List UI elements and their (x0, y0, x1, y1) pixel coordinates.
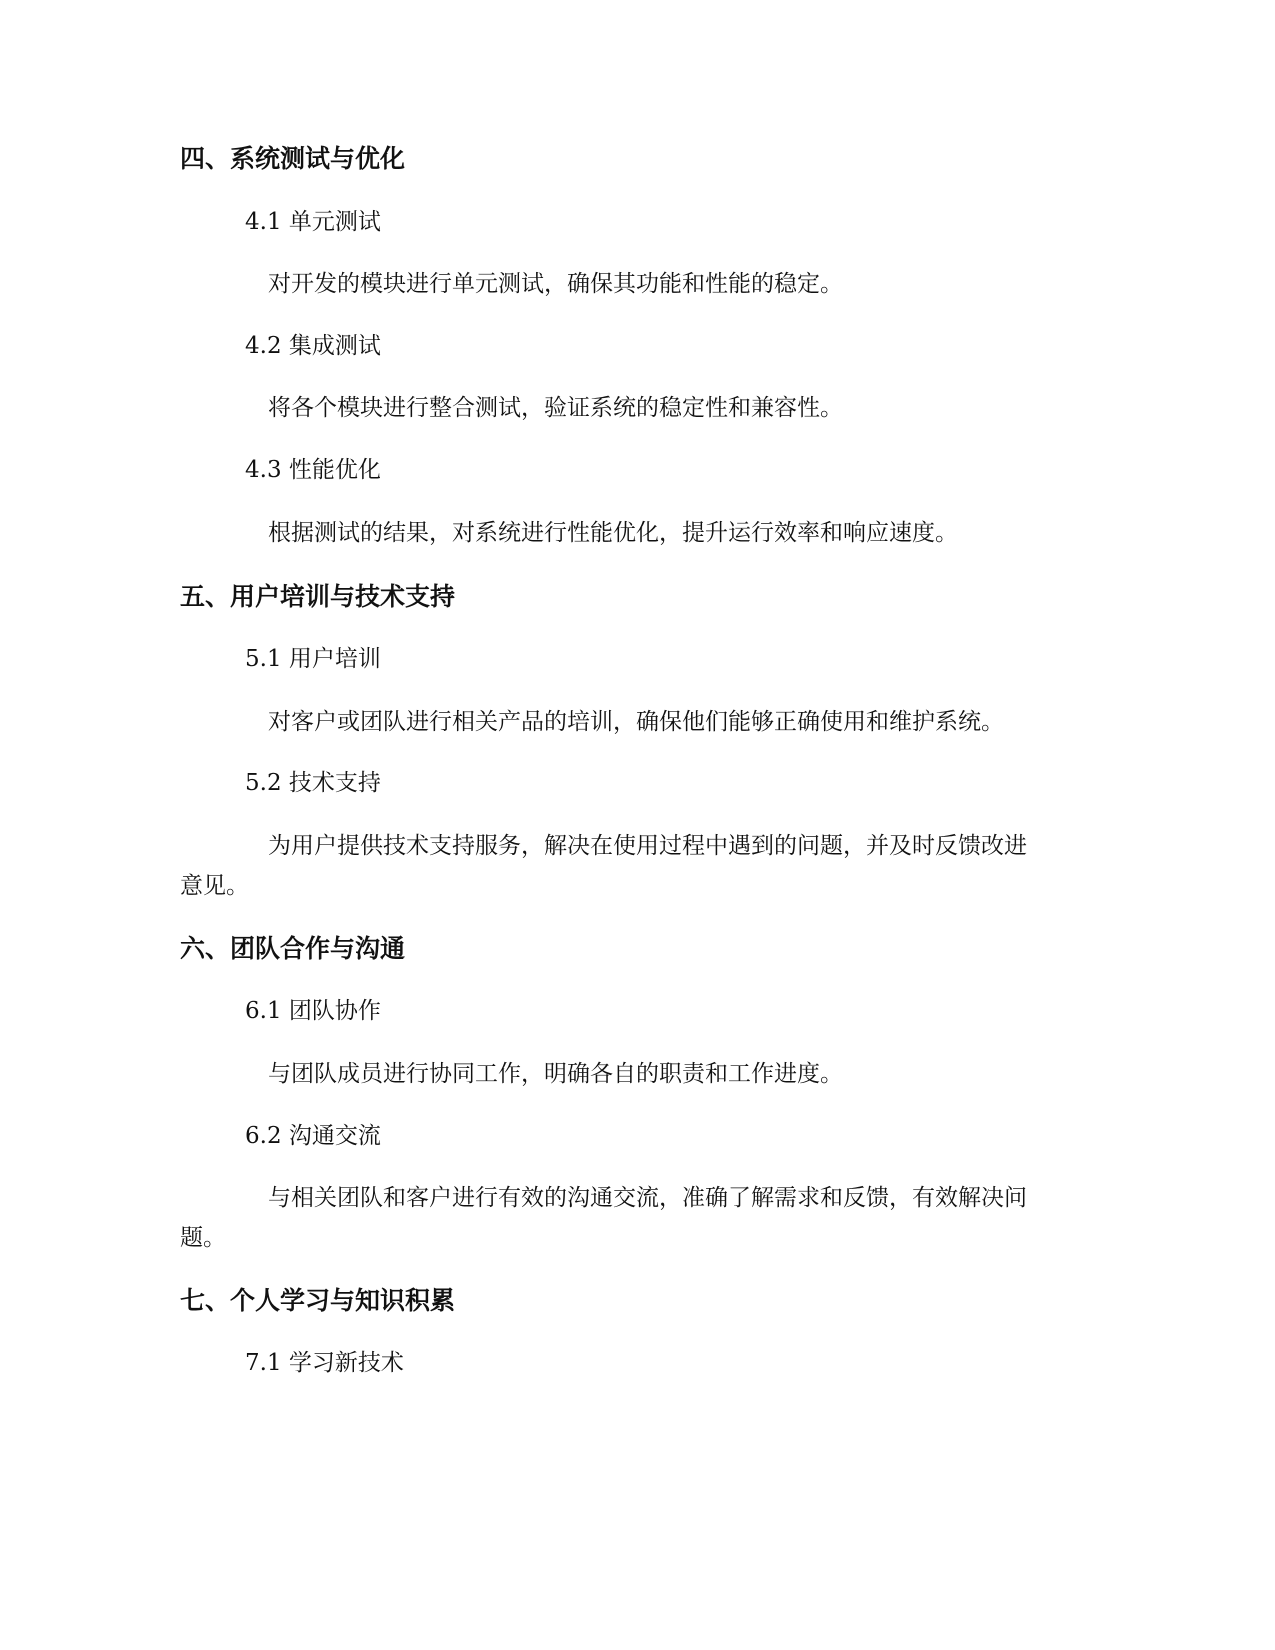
paragraph-4-1: 对开发的模块进行单元测试，确保其功能和性能的稳定。 (268, 271, 843, 297)
section-heading-7: 七、个人学习与知识积累 (180, 1286, 456, 1315)
paragraph-6-1: 与团队成员进行协同工作，明确各自的职责和工作进度。 (268, 1061, 843, 1087)
subheading-4-2: 4.2 集成测试 (245, 333, 381, 359)
subheading-6-1: 6.1 团队协作 (245, 998, 381, 1024)
section-heading-6: 六、团队合作与沟通 (180, 934, 406, 963)
section-heading-5: 五、用户培训与技术支持 (180, 582, 456, 611)
paragraph-4-2: 将各个模块进行整合测试，验证系统的稳定性和兼容性。 (268, 395, 843, 421)
subheading-7-1: 7.1 学习新技术 (245, 1350, 404, 1376)
subheading-5-2: 5.2 技术支持 (245, 770, 381, 796)
subheading-5-1: 5.1 用户培训 (245, 646, 381, 672)
paragraph-5-2: 为用户提供技术支持服务，解决在使用过程中遇到的问题，并及时反馈改进意见。 (180, 833, 1027, 899)
subheading-4-3: 4.3 性能优化 (245, 457, 381, 483)
subheading-6-2: 6.2 沟通交流 (245, 1123, 381, 1149)
paragraph-5-1: 对客户或团队进行相关产品的培训，确保他们能够正确使用和维护系统。 (268, 709, 1004, 735)
paragraph-6-2: 与相关团队和客户进行有效的沟通交流，准确了解需求和反馈，有效解决问题。 (180, 1185, 1027, 1251)
section-heading-4: 四、系统测试与优化 (180, 144, 406, 173)
paragraph-4-3: 根据测试的结果，对系统进行性能优化，提升运行效率和响应速度。 (268, 520, 958, 546)
subheading-4-1: 4.1 单元测试 (245, 209, 381, 235)
